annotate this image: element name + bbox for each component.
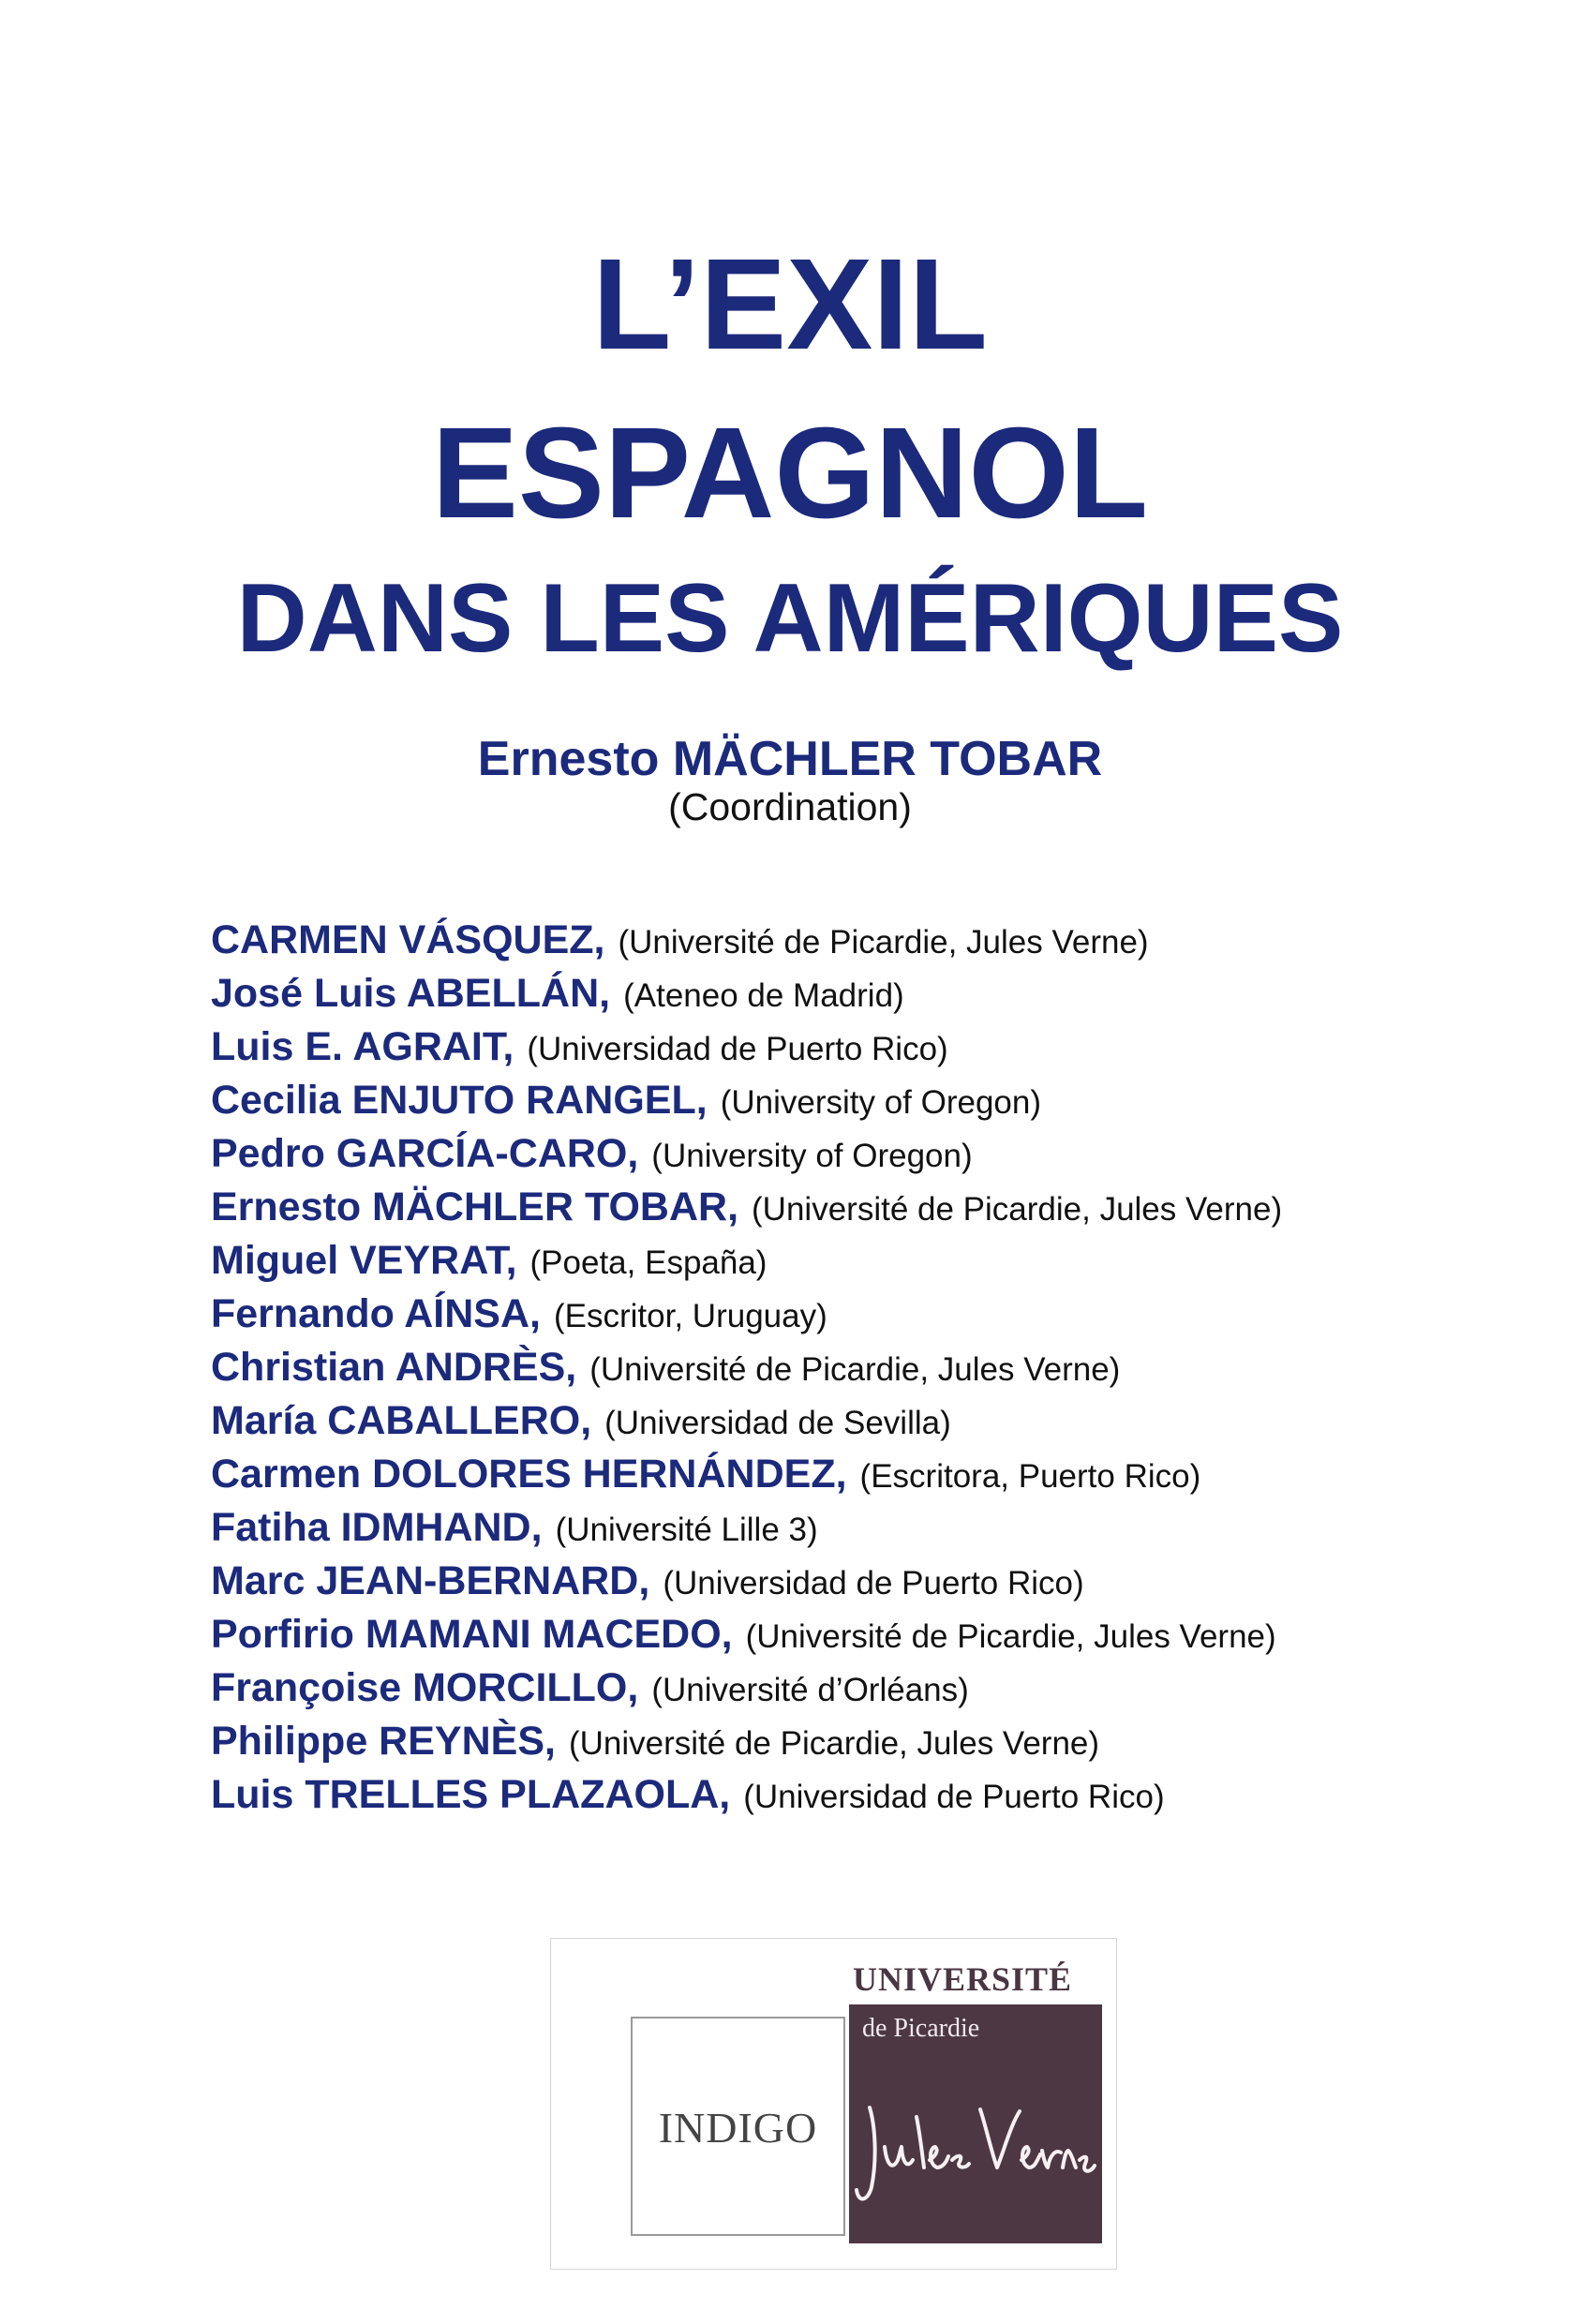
contributor-separator: , [580, 1398, 592, 1443]
contributor-affiliation: (Poeta, España) [529, 1244, 768, 1281]
contributor-separator: , [593, 917, 605, 962]
contributor-separator: , [502, 1024, 514, 1069]
contributor-affiliation: (Universidad de Puerto Rico) [743, 1779, 1165, 1815]
contributor-name: Pedro GARCÍA-CARO [211, 1131, 628, 1176]
book-title-line-1: L’EXIL [592, 232, 988, 377]
contributor-separator: , [627, 1131, 639, 1176]
contributor-affiliation: (Université de Picardie, Jules Verne) [618, 924, 1149, 961]
contributor-row [211, 1555, 1542, 1608]
contributor-affiliation: (Université Lille 3) [555, 1512, 818, 1548]
contributor-separator: , [727, 1184, 739, 1229]
contributor-affiliation: (Universidad de Puerto Rico) [527, 1031, 948, 1067]
publisher-logos [550, 1938, 1117, 2270]
contributor-separator: , [695, 1078, 708, 1123]
contributor-list [211, 914, 1542, 1822]
contributor-affiliation: (Université de Picardie, Jules Verne) [568, 1725, 1100, 1762]
contributor-affiliation: (Université d’Orléans) [651, 1672, 969, 1708]
contributor-affiliation: (Université de Picardie, Jules Verne) [589, 1351, 1121, 1388]
university-logo [849, 2004, 1102, 2243]
contributor-name: Ernesto MÄCHLER TOBAR [211, 1184, 728, 1229]
contributor-separator: , [835, 1452, 847, 1497]
university-logo-subtitle: de Picardie [862, 2014, 980, 2043]
contributor-row [211, 914, 1542, 967]
contributor-row [211, 1234, 1542, 1288]
coordinator-name: Ernesto MÄCHLER TOBAR [477, 732, 1103, 786]
contributor-affiliation: (Universidad de Sevilla) [604, 1405, 951, 1441]
contributor-affiliation: (University of Oregon) [651, 1138, 973, 1174]
contributor-row [211, 1288, 1542, 1341]
contributor-row [211, 1074, 1542, 1127]
contributor-name: José Luis ABELLÁN [211, 971, 600, 1016]
indigo-logo [631, 2017, 845, 2236]
jules-verne-signature-icon [849, 2070, 1102, 2229]
coordinator-role: (Coordination) [668, 785, 912, 828]
contributor-name: Fatiha IDMHAND [211, 1505, 531, 1550]
contributor-name: Luis TRELLES PLAZAOLA [211, 1772, 720, 1817]
contributor-name: Philippe REYNÈS [211, 1719, 545, 1764]
book-title-line-3: DANS LES AMÉRIQUES [236, 564, 1344, 673]
contributor-name: Carmen DOLORES HERNÁNDEZ [211, 1452, 836, 1497]
contributor-row [211, 967, 1542, 1020]
contributor-name: CARMEN VÁSQUEZ [211, 917, 594, 962]
contributor-separator: , [719, 1772, 731, 1817]
contributor-name: Cecilia ENJUTO RANGEL [211, 1078, 696, 1123]
contributor-name: Marc JEAN-BERNARD [211, 1558, 639, 1603]
contributor-name: María CABALLERO [211, 1398, 581, 1443]
contributor-affiliation: (University of Oregon) [720, 1084, 1042, 1121]
contributor-name: Luis E. AGRAIT [211, 1024, 503, 1069]
contributor-name: Porfirio MAMANI MACEDO [211, 1612, 722, 1657]
contributor-row [211, 1715, 1542, 1768]
indigo-logo-text: INDIGO [658, 2104, 818, 2152]
contributor-separator: , [544, 1719, 556, 1764]
contributor-name: Fernando AÍNSA [211, 1291, 530, 1336]
contributor-separator: , [529, 1291, 541, 1336]
contributor-separator: , [505, 1238, 517, 1283]
contributor-row [211, 1448, 1542, 1501]
contributor-row [211, 1341, 1542, 1394]
contributor-row [211, 1020, 1542, 1074]
contributor-name: Miguel VEYRAT [211, 1238, 506, 1283]
contributor-separator: , [627, 1665, 639, 1710]
contributor-affiliation: (Escritora, Puerto Rico) [859, 1458, 1201, 1495]
contributor-separator: , [565, 1345, 577, 1390]
contributor-affiliation: (Escritor, Uruguay) [554, 1298, 827, 1334]
contributor-row [211, 1181, 1542, 1234]
contributor-name: Christian ANDRÈS [211, 1345, 566, 1390]
contributor-separator: , [721, 1612, 733, 1657]
contributor-affiliation: (Ateneo de Madrid) [623, 977, 904, 1014]
contributor-row [211, 1768, 1542, 1822]
contributor-affiliation: (Université de Picardie, Jules Verne) [745, 1618, 1276, 1655]
contributor-name: Françoise MORCILLO [211, 1665, 628, 1710]
contributor-affiliation: (Universidad de Puerto Rico) [663, 1565, 1084, 1601]
contributor-separator: , [599, 971, 611, 1016]
contributor-row [211, 1394, 1542, 1448]
university-logo-title: UNIVERSITÉ [853, 1960, 1073, 1998]
contributor-separator: , [638, 1558, 650, 1603]
contributor-row [211, 1501, 1542, 1555]
book-title-line-2: ESPAGNOL [431, 401, 1149, 545]
contributor-row [211, 1608, 1542, 1661]
contributor-separator: , [530, 1505, 543, 1550]
contributor-affiliation: (Université de Picardie, Jules Verne) [752, 1191, 1283, 1228]
contributor-row [211, 1661, 1542, 1715]
contributor-row [211, 1127, 1542, 1181]
